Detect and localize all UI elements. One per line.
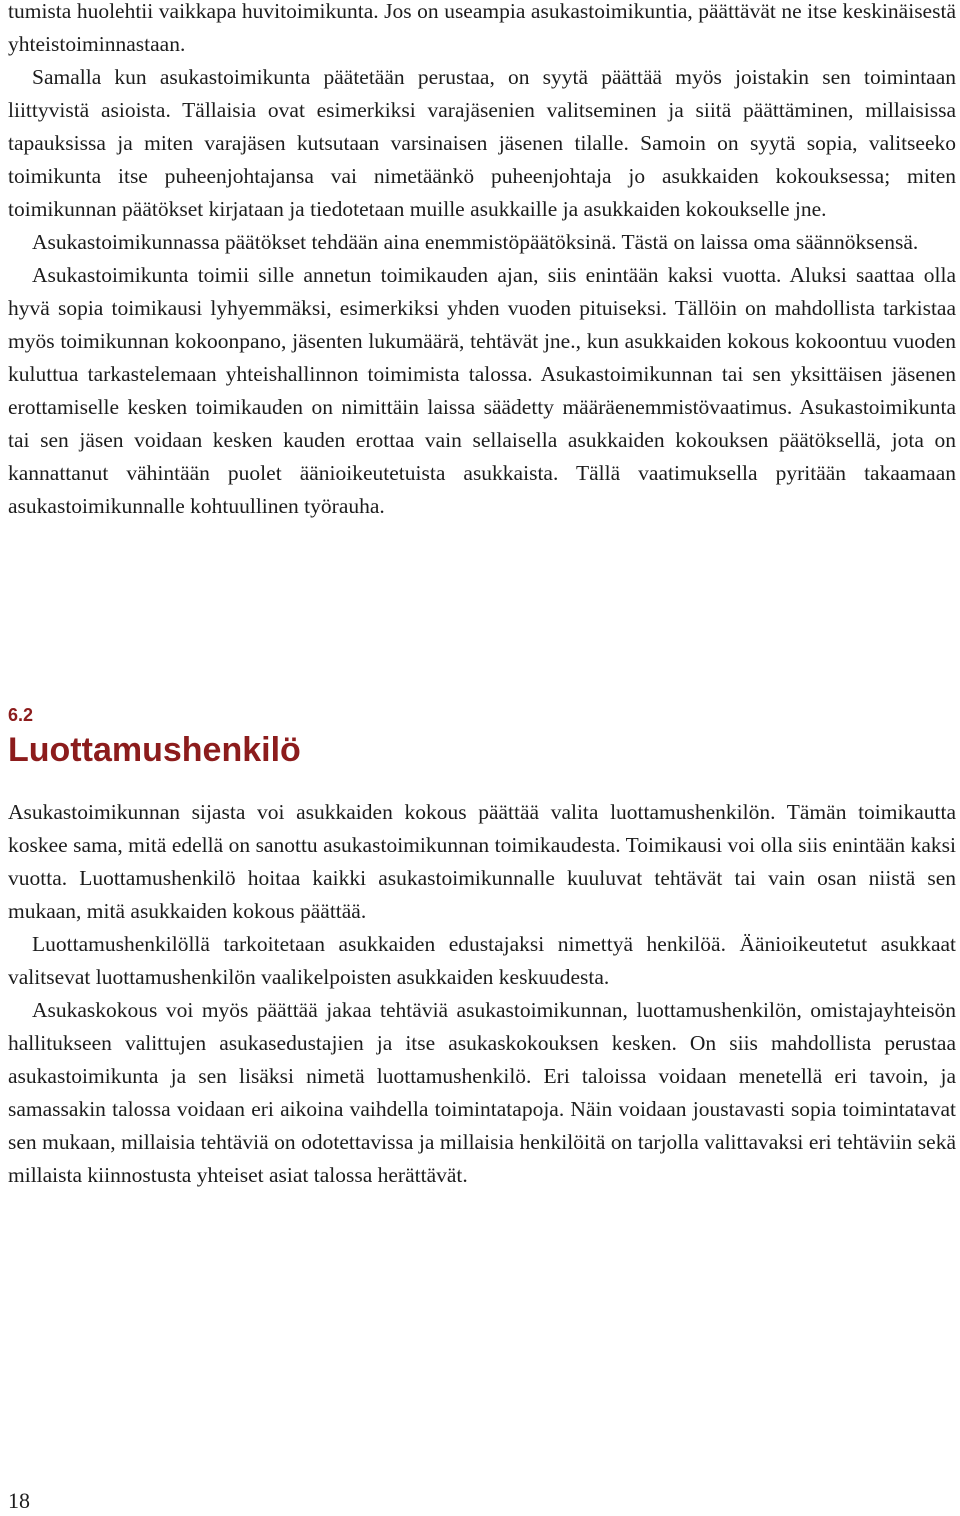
section-number: 6.2 — [8, 705, 34, 725]
paragraph: Luottamushenkilöllä tarkoitetaan asukkaiden edustajaksi nimettyä henkilöä. Äänioikeutetut asukkaat valitsevat luottamushenkilön vaalikelpoisten asukkaiden keskuudesta. — [8, 932, 956, 989]
paragraph: Asukastoimikunnan sijasta voi asukkaiden kokous päättää valita luottamushenkilön. Tämän toimikautta koskee sama, mitä edellä on sanottu asukastoimikunnan toimikaudesta. Toimikausi voi olla siis enintään kaksi vuotta. Luottamushenkilö hoitaa kaikki asukastoimikunnalle kuuluvat tehtävät tai vain osan niistä sen mukaan, mitä asukkaiden kokous päättää. — [8, 800, 956, 923]
paragraph: Asukastoimikunta toimii sille annetun toimikauden ajan, siis enintään kaksi vuotta. Aluksi saattaa olla hyvä sopia toimikausi lyhyemmäksi, esimerkiksi yhden vuoden pituiseksi. Tällöin on mahdollista tarkistaa myös toimikunnan kokoonpano, jäsenten lukumäärä, tehtävät jne., kun asukkaiden kokous kokoontuu vuoden kuluttua tarkastelemaan yhteishallinnon toimimista talossa. Asukastoimikunnan tai sen yksittäisen jäsenen erottamiselle kesken toimikauden on nimittäin laissa säädetty määräenemmistövaatimus. Asukastoimikunta tai sen jäsen voidaan kesken kauden erottaa vain sellaisella asukkaiden kokouksen päätöksellä, jota on kannattanut vähintään puolet äänioikeutetuista asukkaista. Tällä vaatimuksella pyritään takaamaan asukastoimikunnalle kohtuullinen työrauha. — [8, 263, 956, 518]
section-heading — [8, 704, 956, 772]
paragraph: Asukastoimikunnassa päätökset tehdään aina enemmistöpäätöksinä. Tästä on laissa oma säännöksensä. — [32, 230, 919, 254]
paragraph: Samalla kun asukastoimikunta päätetään perustaa, on syytä päättää myös joistakin sen toimintaan liittyvistä asioista. Tällaisia ovat esimerkiksi varajäsenien valitseminen ja siitä päättäminen, millaisissa tapauksissa ja miten varajäsen kutsutaan varsinaisen jäsenen tilalle. Samoin on syytä sopia, valitseeko toimikunta itse puheenjohtajansa vai nimetäänkö puheenjohtaja jo asukkaiden kokouksessa; miten toimikunnan päätökset kirjataan ja tiedotetaan muille asukkaille ja asukkaiden kokoukselle jne. — [8, 65, 956, 221]
section-body — [8, 796, 956, 1192]
page-number: 18 — [8, 1488, 30, 1513]
paragraph: Asukaskokous voi myös päättää jakaa tehtäviä asukastoimikunnan, luottamushenkilön, omistajayhteisön hallitukseen valittujen asukasedustajien ja itse asukaskokouksen kesken. On siis mahdollista perustaa asukastoimikunta ja sen lisäksi nimetä luottamushenkilö. Eri taloissa voidaan menetellä eri tavoin, ja samassakin talossa voidaan eri aikoina vaihdella toimintatapoja. Näin voidaan joustavasti sopia toimintatavat sen mukaan, millaisia tehtäviä on odotettavissa ja millaisia henkilöitä on tarjolla valittavaksi eri tehtäviin sekä millaista kiinnostusta yhteiset asiat talossa herättävät. — [8, 998, 956, 1187]
section-title: Luottamushenkilö — [8, 731, 301, 769]
paragraph: tumista huolehtii vaikkapa huvitoimikunta. Jos on useampia asukastoimikuntia, päättävät ne itse keskinäisestä yhteistoiminnastaan. — [8, 0, 956, 56]
section-body-previous — [8, 0, 956, 523]
